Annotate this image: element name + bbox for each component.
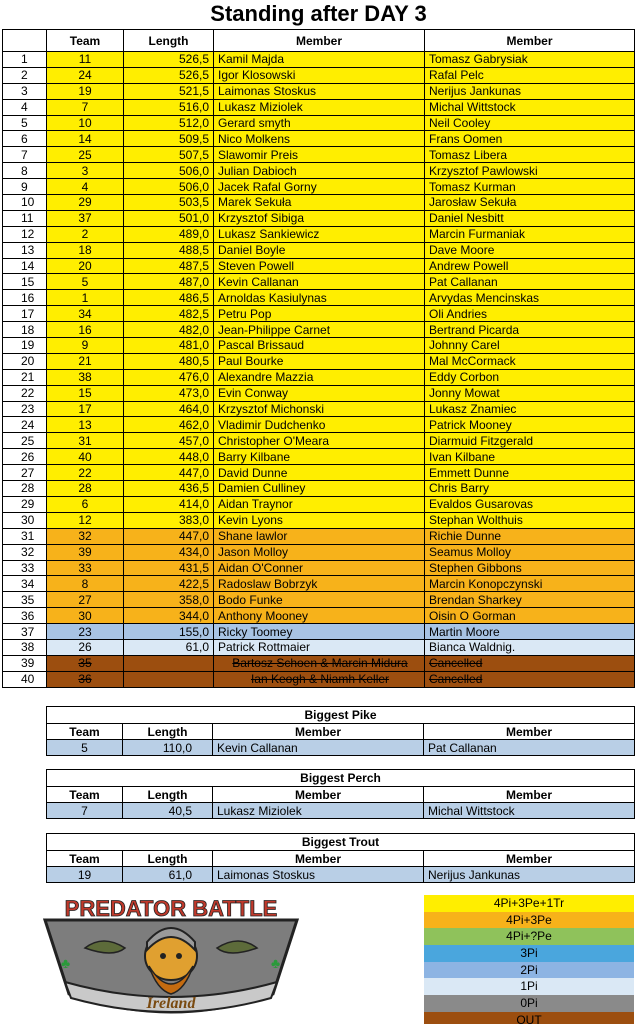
member-header: Member bbox=[214, 30, 425, 52]
team-cell: 14 bbox=[47, 131, 124, 147]
length-cell: 436,5 bbox=[124, 481, 214, 497]
rank-cell: 28 bbox=[3, 481, 47, 497]
member-cell-2: Oli Andries bbox=[425, 306, 635, 322]
member-header: Member bbox=[213, 787, 424, 803]
length-cell: 431,5 bbox=[124, 560, 214, 576]
member-cell: Arnoldas Kasiulynas bbox=[214, 290, 425, 306]
member-cell-2: Arvydas Mencinskas bbox=[425, 290, 635, 306]
member-header-2: Member bbox=[424, 724, 635, 740]
member-cell: Radoslaw Bobrzyk bbox=[214, 576, 425, 592]
member-cell: Lukasz Sankiewicz bbox=[214, 226, 425, 242]
member-cell: Nico Molkens bbox=[214, 131, 425, 147]
table-row bbox=[3, 481, 635, 497]
rank-cell: 35 bbox=[3, 592, 47, 608]
table-row bbox=[3, 624, 635, 640]
length-cell: 487,5 bbox=[124, 258, 214, 274]
table-row bbox=[3, 465, 635, 481]
table-row bbox=[3, 449, 635, 465]
team-cell: 21 bbox=[47, 353, 124, 369]
member-cell: Marek Sekuła bbox=[214, 195, 425, 211]
rank-cell: 11 bbox=[3, 210, 47, 226]
logo-subtitle: Ireland bbox=[146, 995, 196, 1012]
team-cell: 11 bbox=[47, 52, 124, 68]
member-cell-2: Bianca Waldnig. bbox=[425, 639, 635, 655]
biggest-trout-table bbox=[46, 833, 635, 883]
member-header: Member bbox=[213, 724, 424, 740]
member-cell-2: Tomasz Libera bbox=[425, 147, 635, 163]
rank-cell: 15 bbox=[3, 274, 47, 290]
member-cell-2: Andrew Powell bbox=[425, 258, 635, 274]
rank-cell: 23 bbox=[3, 401, 47, 417]
status-cell: Cancelled bbox=[425, 655, 635, 671]
table-row bbox=[3, 528, 635, 544]
table-row bbox=[3, 179, 635, 195]
team-cell: 29 bbox=[47, 195, 124, 211]
length-cell: 155,0 bbox=[124, 624, 214, 640]
member-cell: Gerard smyth bbox=[214, 115, 425, 131]
logo-title: PREDATOR BATTLE bbox=[64, 896, 278, 921]
length-cell: 457,0 bbox=[124, 433, 214, 449]
table-row bbox=[3, 576, 635, 592]
rank-cell: 34 bbox=[3, 576, 47, 592]
table-row bbox=[3, 163, 635, 179]
rank-cell: 1 bbox=[3, 52, 47, 68]
team-header: Team bbox=[47, 851, 123, 867]
length-cell: 434,0 bbox=[124, 544, 214, 560]
member-cell-2: Oisin O Gorman bbox=[425, 608, 635, 624]
table-row bbox=[3, 353, 635, 369]
member-cell: Kevin Lyons bbox=[214, 512, 425, 528]
length-cell: 501,0 bbox=[124, 210, 214, 226]
length-cell: 476,0 bbox=[124, 369, 214, 385]
legend-item: 0Pi bbox=[424, 995, 634, 1012]
member-cell-2: Dave Moore bbox=[425, 242, 635, 258]
table-row bbox=[3, 338, 635, 354]
table-row bbox=[3, 592, 635, 608]
member-cell-2: Michal Wittstock bbox=[425, 99, 635, 115]
rank-cell: 38 bbox=[3, 639, 47, 655]
member-cell: Julian Dabioch bbox=[214, 163, 425, 179]
member-cell-2: Seamus Molloy bbox=[425, 544, 635, 560]
member-cell-2: Diarmuid Fitzgerald bbox=[425, 433, 635, 449]
member-cell: Ian Keogh & Niamh Keller bbox=[214, 671, 425, 687]
length-cell: 422,5 bbox=[124, 576, 214, 592]
member-cell-2: Stephen Gibbons bbox=[425, 560, 635, 576]
member-cell: Laimonas Stoskus bbox=[214, 83, 425, 99]
team-cell: 37 bbox=[47, 210, 124, 226]
length-cell: 512,0 bbox=[124, 115, 214, 131]
table-row bbox=[3, 401, 635, 417]
length-header: Length bbox=[123, 851, 213, 867]
legend-item: 4Pi+3Pe bbox=[424, 912, 634, 929]
table-row bbox=[3, 608, 635, 624]
member-cell-2: Bertrand Picarda bbox=[425, 322, 635, 338]
rank-cell: 24 bbox=[3, 417, 47, 433]
member-cell: Evin Conway bbox=[214, 385, 425, 401]
length-header: Length bbox=[123, 787, 213, 803]
team-cell: 35 bbox=[47, 655, 124, 671]
rank-cell: 16 bbox=[3, 290, 47, 306]
member-header-2: Member bbox=[424, 851, 635, 867]
biggest-pike-table bbox=[46, 706, 635, 756]
member-cell: Patrick Rottmaier bbox=[214, 639, 425, 655]
rank-cell: 4 bbox=[3, 99, 47, 115]
table-row bbox=[3, 67, 635, 83]
length-header: Length bbox=[123, 724, 213, 740]
team-cell: 5 bbox=[47, 274, 124, 290]
biggest-perch-caption: Biggest Perch bbox=[47, 770, 635, 787]
team-cell: 7 bbox=[47, 803, 123, 819]
member-cell: Damien Culliney bbox=[214, 481, 425, 497]
table-row bbox=[3, 306, 635, 322]
length-cell: 509,5 bbox=[124, 131, 214, 147]
rank-cell: 2 bbox=[3, 67, 47, 83]
table-row bbox=[3, 52, 635, 68]
team-header: Team bbox=[47, 787, 123, 803]
rank-cell: 36 bbox=[3, 608, 47, 624]
length-cell: 414,0 bbox=[124, 496, 214, 512]
member-header-2: Member bbox=[425, 30, 635, 52]
rank-header bbox=[3, 30, 47, 52]
length-cell: 488,5 bbox=[124, 242, 214, 258]
table-row bbox=[3, 544, 635, 560]
team-cell: 33 bbox=[47, 560, 124, 576]
length-cell: 506,0 bbox=[124, 179, 214, 195]
member-cell: Aidan O'Conner bbox=[214, 560, 425, 576]
member-cell-2: Jarosław Sekuła bbox=[425, 195, 635, 211]
length-cell: 40,5 bbox=[123, 803, 213, 819]
table-row bbox=[3, 322, 635, 338]
member-cell-2: Martin Moore bbox=[425, 624, 635, 640]
rank-cell: 13 bbox=[3, 242, 47, 258]
member-cell-2: Chris Barry bbox=[425, 481, 635, 497]
length-cell: 489,0 bbox=[124, 226, 214, 242]
member-cell-2: Richie Dunne bbox=[425, 528, 635, 544]
length-cell: 516,0 bbox=[124, 99, 214, 115]
team-cell: 17 bbox=[47, 401, 124, 417]
rank-cell: 32 bbox=[3, 544, 47, 560]
member-cell: Igor Klosowski bbox=[214, 67, 425, 83]
table-row bbox=[3, 639, 635, 655]
rank-cell: 25 bbox=[3, 433, 47, 449]
table-row bbox=[47, 740, 635, 756]
rank-cell: 37 bbox=[3, 624, 47, 640]
team-cell: 26 bbox=[47, 639, 124, 655]
member-cell: Daniel Boyle bbox=[214, 242, 425, 258]
member-cell: Alexandre Mazzia bbox=[214, 369, 425, 385]
length-cell: 473,0 bbox=[124, 385, 214, 401]
team-header: Team bbox=[47, 30, 124, 52]
member-cell: Kevin Callanan bbox=[214, 274, 425, 290]
member-cell: Paul Bourke bbox=[214, 353, 425, 369]
length-header: Length bbox=[124, 30, 214, 52]
team-cell: 2 bbox=[47, 226, 124, 242]
member-cell-2: Krzysztof Pawlowski bbox=[425, 163, 635, 179]
cancelled-row bbox=[3, 671, 635, 687]
member-cell-2: Evaldos Gusarovas bbox=[425, 496, 635, 512]
member-cell: Jacek Rafal Gorny bbox=[214, 179, 425, 195]
table-row bbox=[3, 99, 635, 115]
rank-cell: 21 bbox=[3, 369, 47, 385]
team-cell: 39 bbox=[47, 544, 124, 560]
team-cell: 19 bbox=[47, 83, 124, 99]
team-cell: 3 bbox=[47, 163, 124, 179]
rank-cell: 39 bbox=[3, 655, 47, 671]
legend bbox=[424, 895, 634, 1024]
member-cell-2: Frans Oomen bbox=[425, 131, 635, 147]
rank-cell: 27 bbox=[3, 465, 47, 481]
member-cell: Vladimir Dudchenko bbox=[214, 417, 425, 433]
length-cell: 383,0 bbox=[124, 512, 214, 528]
team-cell: 8 bbox=[47, 576, 124, 592]
table-row bbox=[3, 195, 635, 211]
length-cell: 447,0 bbox=[124, 465, 214, 481]
member-cell: Lukasz Miziolek bbox=[214, 99, 425, 115]
member-cell-2: Stephan Wolthuis bbox=[425, 512, 635, 528]
length-cell: 507,5 bbox=[124, 147, 214, 163]
table-row bbox=[3, 512, 635, 528]
legend-item: OUT bbox=[424, 1012, 634, 1024]
rank-cell: 10 bbox=[3, 195, 47, 211]
member-cell: Petru Pop bbox=[214, 306, 425, 322]
member-cell: Laimonas Stoskus bbox=[213, 867, 424, 883]
length-cell: 61,0 bbox=[123, 867, 213, 883]
table-row bbox=[3, 242, 635, 258]
member-cell-2: Eddy Corbon bbox=[425, 369, 635, 385]
length-cell: 480,5 bbox=[124, 353, 214, 369]
length-cell: 503,5 bbox=[124, 195, 214, 211]
member-cell: Anthony Mooney bbox=[214, 608, 425, 624]
member-cell: Bodo Funke bbox=[214, 592, 425, 608]
table-row bbox=[3, 417, 635, 433]
member-cell-2: Brendan Sharkey bbox=[425, 592, 635, 608]
team-cell: 4 bbox=[47, 179, 124, 195]
length-cell: 447,0 bbox=[124, 528, 214, 544]
rank-cell: 33 bbox=[3, 560, 47, 576]
length-cell: 526,5 bbox=[124, 52, 214, 68]
member-cell: Steven Powell bbox=[214, 258, 425, 274]
member-cell-2: Nerijus Jankunas bbox=[425, 83, 635, 99]
member-cell-2: Marcin Konopczynski bbox=[425, 576, 635, 592]
member-cell: Kamil Majda bbox=[214, 52, 425, 68]
team-cell: 7 bbox=[47, 99, 124, 115]
rank-cell: 26 bbox=[3, 449, 47, 465]
table-row bbox=[3, 226, 635, 242]
page-title: Standing after DAY 3 bbox=[210, 1, 427, 26]
member-cell: Barry Kilbane bbox=[214, 449, 425, 465]
member-header-2: Member bbox=[424, 787, 635, 803]
table-row bbox=[3, 496, 635, 512]
team-cell: 40 bbox=[47, 449, 124, 465]
table-row bbox=[3, 560, 635, 576]
member-cell: Aidan Traynor bbox=[214, 496, 425, 512]
member-cell-2: Rafal Pelc bbox=[425, 67, 635, 83]
rank-cell: 31 bbox=[3, 528, 47, 544]
svg-text:♣: ♣ bbox=[271, 955, 281, 971]
table-row bbox=[3, 385, 635, 401]
team-cell: 27 bbox=[47, 592, 124, 608]
length-cell: 481,0 bbox=[124, 338, 214, 354]
biggest-pike-caption: Biggest Pike bbox=[47, 707, 635, 724]
table-row bbox=[3, 433, 635, 449]
team-cell: 12 bbox=[47, 512, 124, 528]
member-cell-2: Johnny Carel bbox=[425, 338, 635, 354]
rank-cell: 19 bbox=[3, 338, 47, 354]
rank-cell: 22 bbox=[3, 385, 47, 401]
status-cell: Cancelled bbox=[425, 671, 635, 687]
team-cell: 5 bbox=[47, 740, 123, 756]
length-cell: 448,0 bbox=[124, 449, 214, 465]
team-cell: 13 bbox=[47, 417, 124, 433]
member-header: Member bbox=[213, 851, 424, 867]
rank-cell: 3 bbox=[3, 83, 47, 99]
table-row bbox=[3, 210, 635, 226]
member-cell: Lukasz Miziolek bbox=[213, 803, 424, 819]
member-cell-2: Marcin Furmaniak bbox=[425, 226, 635, 242]
member-cell: Christopher O'Meara bbox=[214, 433, 425, 449]
table-row bbox=[3, 369, 635, 385]
rank-cell: 20 bbox=[3, 353, 47, 369]
length-cell: 486,5 bbox=[124, 290, 214, 306]
legend-item: 3Pi bbox=[424, 945, 634, 962]
member-cell: Krzysztof Michonski bbox=[214, 401, 425, 417]
rank-cell: 29 bbox=[3, 496, 47, 512]
team-cell: 15 bbox=[47, 385, 124, 401]
length-cell: 482,0 bbox=[124, 322, 214, 338]
team-cell: 34 bbox=[47, 306, 124, 322]
team-cell: 23 bbox=[47, 624, 124, 640]
length-cell: 487,0 bbox=[124, 274, 214, 290]
member-cell-2: Daniel Nesbitt bbox=[425, 210, 635, 226]
team-cell: 18 bbox=[47, 242, 124, 258]
member-cell-2: Pat Callanan bbox=[425, 274, 635, 290]
member-cell-2: Emmett Dunne bbox=[425, 465, 635, 481]
legend-item: 4Pi+3Pe+1Tr bbox=[424, 895, 634, 912]
length-cell: 61,0 bbox=[124, 639, 214, 655]
team-cell: 6 bbox=[47, 496, 124, 512]
rank-cell: 6 bbox=[3, 131, 47, 147]
table-row bbox=[3, 83, 635, 99]
predator-battle-logo bbox=[35, 890, 307, 1022]
team-cell: 36 bbox=[47, 671, 124, 687]
rank-cell: 14 bbox=[3, 258, 47, 274]
table-row bbox=[47, 803, 635, 819]
rank-cell: 40 bbox=[3, 671, 47, 687]
team-cell: 9 bbox=[47, 338, 124, 354]
member-cell: Jean-Philippe Carnet bbox=[214, 322, 425, 338]
rank-cell: 30 bbox=[3, 512, 47, 528]
rank-cell: 17 bbox=[3, 306, 47, 322]
length-cell: 526,5 bbox=[124, 67, 214, 83]
member-cell: Bartosz Schoen & Marcin Midura bbox=[214, 655, 425, 671]
member-cell-2: Ivan Kilbane bbox=[425, 449, 635, 465]
team-cell: 28 bbox=[47, 481, 124, 497]
member-cell: Pascal Brissaud bbox=[214, 338, 425, 354]
length-cell: 462,0 bbox=[124, 417, 214, 433]
team-cell: 32 bbox=[47, 528, 124, 544]
table-row bbox=[3, 290, 635, 306]
member-cell: Ricky Toomey bbox=[214, 624, 425, 640]
table-row bbox=[3, 115, 635, 131]
member-cell-2: Lukasz Znamiec bbox=[425, 401, 635, 417]
rank-cell: 18 bbox=[3, 322, 47, 338]
team-cell: 16 bbox=[47, 322, 124, 338]
table-row bbox=[3, 258, 635, 274]
standings-table bbox=[2, 29, 635, 688]
legend-item: 1Pi bbox=[424, 978, 634, 995]
svg-text:♣: ♣ bbox=[61, 955, 71, 971]
length-cell: 482,5 bbox=[124, 306, 214, 322]
member-cell-2: Tomasz Gabrysiak bbox=[425, 52, 635, 68]
biggest-perch-table bbox=[46, 769, 635, 819]
team-cell: 24 bbox=[47, 67, 124, 83]
team-cell: 22 bbox=[47, 465, 124, 481]
team-cell: 25 bbox=[47, 147, 124, 163]
table-row bbox=[3, 131, 635, 147]
rank-cell: 9 bbox=[3, 179, 47, 195]
member-cell-2: Tomasz Kurman bbox=[425, 179, 635, 195]
length-cell: 344,0 bbox=[124, 608, 214, 624]
member-cell: Shane lawlor bbox=[214, 528, 425, 544]
member-cell: Jason Molloy bbox=[214, 544, 425, 560]
rank-cell: 12 bbox=[3, 226, 47, 242]
rank-cell: 5 bbox=[3, 115, 47, 131]
team-cell: 30 bbox=[47, 608, 124, 624]
team-cell: 19 bbox=[47, 867, 123, 883]
rank-cell: 7 bbox=[3, 147, 47, 163]
length-cell: 110,0 bbox=[123, 740, 213, 756]
cancelled-row bbox=[3, 655, 635, 671]
legend-item: 4Pi+?Pe bbox=[424, 928, 634, 945]
length-cell bbox=[124, 671, 214, 687]
member-cell: Krzysztof Sibiga bbox=[214, 210, 425, 226]
table-row bbox=[3, 274, 635, 290]
member-cell: Slawomir Preis bbox=[214, 147, 425, 163]
table-row bbox=[3, 147, 635, 163]
team-cell: 38 bbox=[47, 369, 124, 385]
member-cell-2: Patrick Mooney bbox=[425, 417, 635, 433]
member-cell-2: Mal McCormack bbox=[425, 353, 635, 369]
length-cell: 506,0 bbox=[124, 163, 214, 179]
rank-cell: 8 bbox=[3, 163, 47, 179]
member-cell: David Dunne bbox=[214, 465, 425, 481]
length-cell: 464,0 bbox=[124, 401, 214, 417]
length-cell: 521,5 bbox=[124, 83, 214, 99]
legend-item: 2Pi bbox=[424, 962, 634, 979]
team-cell: 1 bbox=[47, 290, 124, 306]
member-cell-2: Pat Callanan bbox=[424, 740, 635, 756]
team-cell: 20 bbox=[47, 258, 124, 274]
team-cell: 10 bbox=[47, 115, 124, 131]
team-cell: 31 bbox=[47, 433, 124, 449]
member-cell-2: Michal Wittstock bbox=[424, 803, 635, 819]
member-cell-2: Nerijus Jankunas bbox=[424, 867, 635, 883]
table-row bbox=[47, 867, 635, 883]
member-cell-2: Jonny Mowat bbox=[425, 385, 635, 401]
member-cell-2: Neil Cooley bbox=[425, 115, 635, 131]
team-header: Team bbox=[47, 724, 123, 740]
member-cell: Kevin Callanan bbox=[213, 740, 424, 756]
header-row bbox=[3, 30, 635, 52]
length-cell bbox=[124, 655, 214, 671]
biggest-trout-caption: Biggest Trout bbox=[47, 834, 635, 851]
length-cell: 358,0 bbox=[124, 592, 214, 608]
